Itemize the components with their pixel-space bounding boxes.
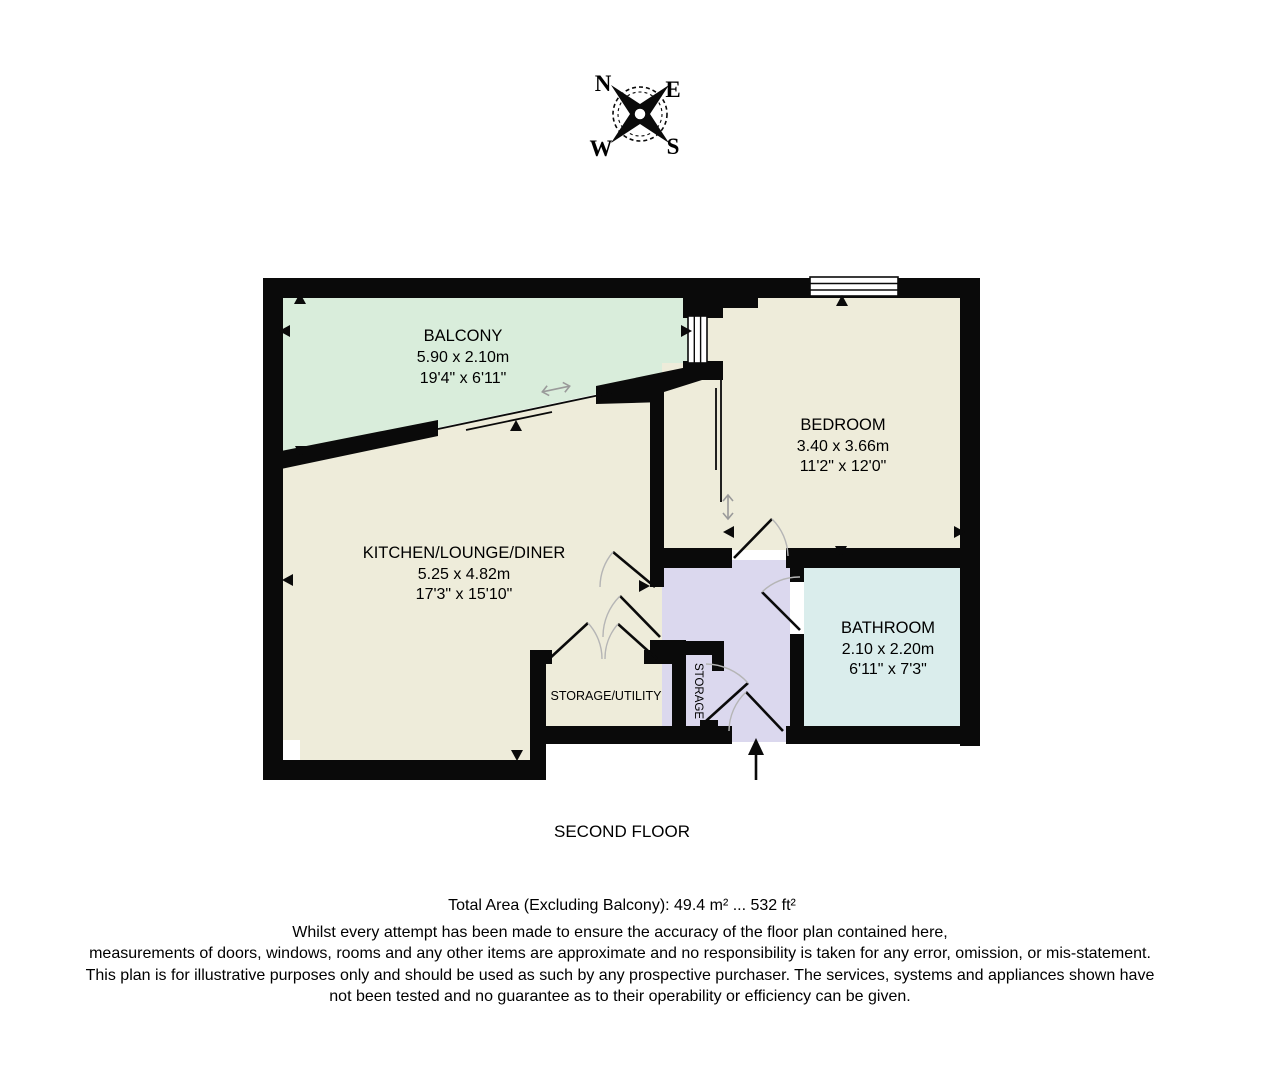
kitchen-name: KITCHEN/LOUNGE/DINER [362,544,566,562]
disclaimer-line-4: not been tested and no guarantee as to their operability or efficiency can be given. [329,988,911,1005]
bedroom-name: BEDROOM [800,416,886,434]
vestibule-floor [662,363,722,548]
bedroom-imperial: 11'2" x 12'0" [799,458,887,475]
bathroom-metric: 2.10 x 2.20m [841,641,935,658]
bathroom-label [841,619,935,678]
compass-s: S [666,134,680,159]
kitchen-imperial: 17'3" x 15'10" [415,586,513,603]
total-area: Total Area (Excluding Balcony): 49.4 m² ... 532 ft² [448,897,796,914]
balcony-imperial: 19'4" x 6'11" [419,370,507,387]
floor-title: SECOND FLOOR [553,822,691,841]
storage-closet-label: STORAGE [692,662,704,720]
storage-utility-label: STORAGE/UTILITY [550,689,662,703]
balcony-window [688,316,707,363]
disclaimer-text [86,924,1155,1005]
bedroom-metric: 3.40 x 3.66m [796,438,890,455]
compass-rose-icon [590,71,681,161]
door-pocket-floor [707,316,722,363]
bedroom-label [797,416,890,475]
disclaimer-line-1: Whilst every attempt has been made to ensure the accuracy of the floor plan contained here, [292,924,948,941]
balcony-metric: 5.90 x 2.10m [416,349,510,366]
compass-n: N [594,71,612,96]
compass-w: W [589,136,613,161]
compass-e: E [665,77,681,102]
balcony-label [417,327,510,387]
disclaimer-line-2: measurements of doors, windows, rooms and any other items are approximate and no responsibility is taken for any error, omission, or mis-statement. [89,945,1151,962]
bedroom-window [810,277,898,296]
balcony-name: BALCONY [423,327,503,345]
bathroom-imperial: 6'11" x 7'3" [849,661,927,678]
bathroom-name: BATHROOM [840,619,936,637]
disclaimer-line-3: This plan is for illustrative purposes only and should be used as such by any prospective purchaser. The services, systems and appliances shown have [85,967,1155,984]
kitchen-metric: 5.25 x 4.82m [417,566,511,583]
entry-direction-arrow-icon [748,738,764,780]
